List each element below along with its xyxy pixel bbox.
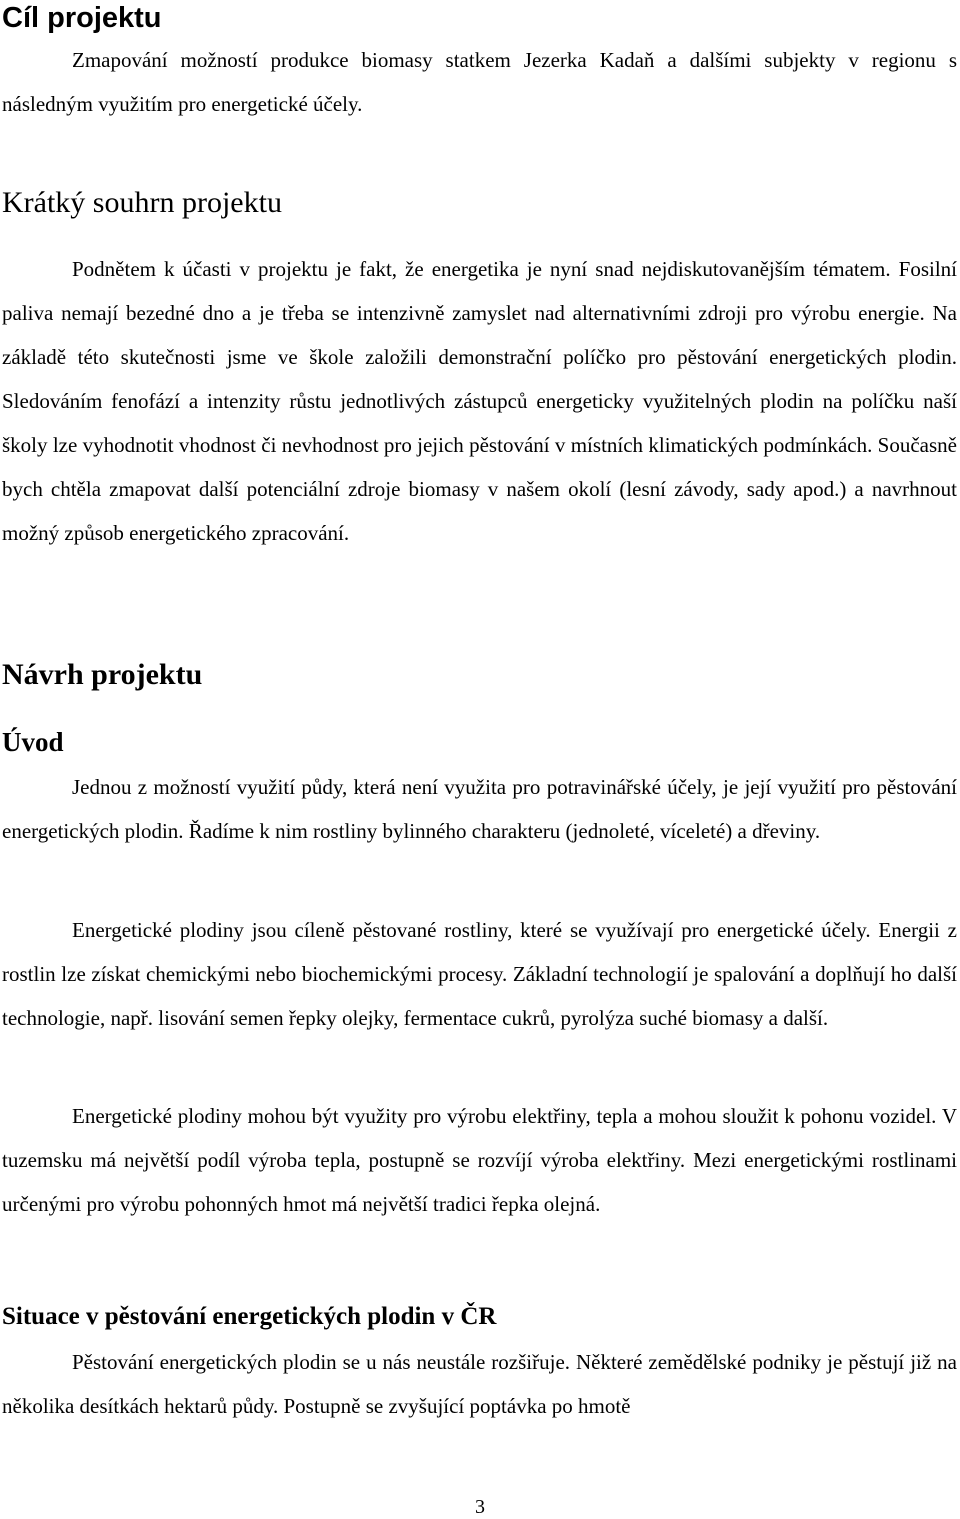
page-number: 3	[475, 1496, 485, 1518]
paragraph-cil-projektu: Zmapování možností produkce biomasy statkem Jezerka Kadaň a dalšími subjekty v regionu s následným využitím pro energetické účely.	[2, 48, 957, 116]
heading-cil-projektu: Cíl projektu	[2, 2, 162, 34]
heading-situace: Situace v pěstování energetických plodin v ČR	[2, 1303, 497, 1330]
heading-uvod: Úvod	[2, 727, 64, 757]
paragraph-uvod-1: Jednou z možností využití půdy, která není využita pro potravinářské účely, je její využití pro pěstování energetických plodin. Řadíme k nim rostliny bylinného charakteru (jednoleté, víceleté) a dřeviny.	[2, 775, 957, 843]
paragraph-kratky-souhrn: Podnětem k účasti v projektu je fakt, že energetika je nyní snad nejdiskutovanějším tématem. Fosilní paliva nemají bezedné dno a je třeba se intenzivně zamyslet nad alternativními zdroji pro výrobu energie. Na základě této skutečnosti jsme ve škole založili demonstrační políčko pro pěstování energetických plodin. Sledováním fenofází a intenzity růstu jednotlivých zástupců energeticky využitelných plodin na políčku naší školy lze vyhodnotit vhodnost či nevhodnost pro jejich pěstování v místních klimatických podmínkách. Současně bych chtěla zmapovat další potenciální zdroje biomasy v našem okolí (lesní závody, sady apod.) a navrhnout možný způsob energetického zpracování.	[2, 257, 957, 545]
heading-kratky-souhrn: Krátký souhrn projektu	[2, 186, 282, 219]
paragraph-uvod-2: Energetické plodiny jsou cíleně pěstované rostliny, které se využívají pro energetické účely. Energii z rostlin lze získat chemickými nebo biochemickými procesy. Základní technologií je spalování a doplňují ho další technologie, např. lisování semen řepky olejky, fermentace cukrů, pyrolýza suché biomasy a další.	[2, 918, 957, 1030]
heading-navrh-projektu: Návrh projektu	[2, 658, 203, 691]
paragraph-uvod-3: Energetické plodiny mohou být využity pro výrobu elektřiny, tepla a mohou sloužit k pohonu vozidel. V tuzemsku má největší podíl výroba tepla, postupně se rozvíjí výroba elektřiny. Mezi energetickými rostlinami určenými pro výrobu pohonných hmot má největší tradici řepka olejná.	[2, 1104, 957, 1216]
paragraph-situace: Pěstování energetických plodin se u nás neustále rozšiřuje. Některé zemědělské podniky je pěstují již na několika desítkách hektarů půdy. Postupně se zvyšující poptávka po hmotě	[2, 1350, 957, 1418]
